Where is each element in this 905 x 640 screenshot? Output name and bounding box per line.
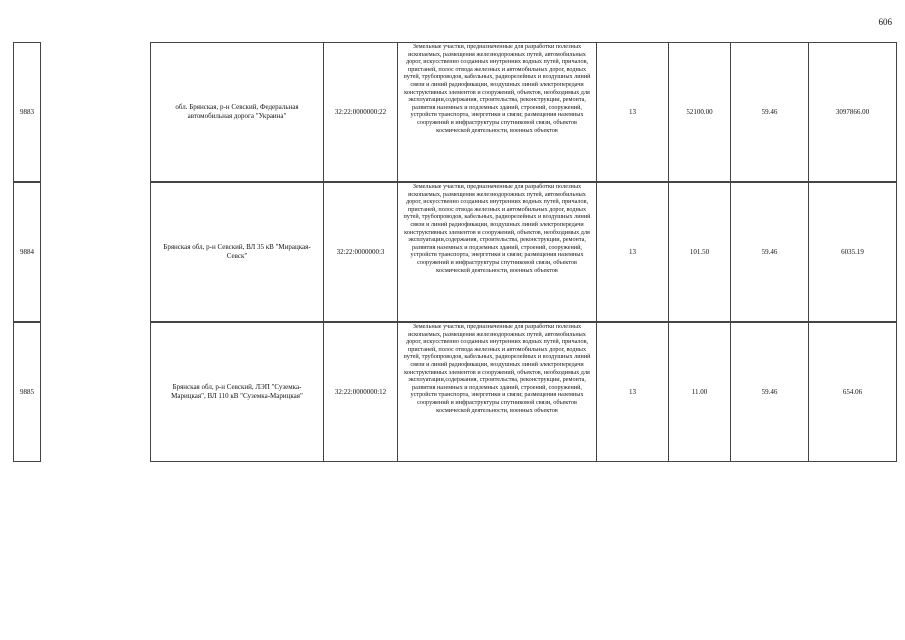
- empty-column: [41, 42, 150, 182]
- land-plot-table: [13, 42, 897, 462]
- empty-column: [41, 322, 150, 462]
- address-cell: Брянская обл, р-н Севский, ЛЭП "Суземка-Марицкая", ВЛ 110 кВ "Суземка-Марицкая": [150, 322, 323, 462]
- table-row: [13, 182, 897, 322]
- area-cell: 52100.00: [668, 42, 730, 182]
- empty-column: [41, 182, 150, 322]
- land-use-code-cell: 13: [596, 42, 668, 182]
- cadastral-value-cell: 654.06: [808, 322, 897, 462]
- land-use-description-cell: Земельные участки, предназначенные для разработки полезных ископаемых, размещения железнодорожных путей, автомобильных дорог, искусственно созданных внутренних водных путей, причалов, пристаней, полос отвода железных и автомобильных дорог, водных путей, трубопроводов, кабельных, радиорелейных и воздушных линий связи и линий радиофикации, воздушных линий электропередачи конструктивных элементов и сооружений, объектов, необходимых для эксплуатации,содержания, строительства, реконструкции, ремонта, развития наземных и подземных зданий, строений, сооружений, устройств транспорта, энергетики и связи; размещения наземных сооружений и инфраструктуры спутниковой связи, объектов космической деятельности, военных объектов: [397, 42, 596, 182]
- cadastral-number-cell: 32:22:0000000:3: [323, 182, 397, 322]
- land-use-description-cell: Земельные участки, предназначенные для разработки полезных ископаемых, размещения железнодорожных путей, автомобильных дорог, искусственно созданных внутренних водных путей, причалов, пристаней, полос отвода железных и автомобильных дорог, водных путей, трубопроводов, кабельных, радиорелейных и воздушных линий связи и линий радиофикации, воздушных линий электропередачи конструктивных элементов и сооружений, объектов, необходимых для эксплуатации,содержания, строительства, реконструкции, ремонта, развития наземных и подземных зданий, строений, сооружений, устройств транспорта, энергетики и связи; размещения наземных сооружений и инфраструктуры спутниковой связи, объектов космической деятельности, военных объектов: [397, 322, 596, 462]
- cadastral-value-cell: 3097866.00: [808, 42, 897, 182]
- area-cell: 11.00: [668, 322, 730, 462]
- cadastral-number-cell: 32:22:0000000:22: [323, 42, 397, 182]
- table-row: [13, 322, 897, 462]
- land-use-code-cell: 13: [596, 322, 668, 462]
- row-number: 9884: [13, 182, 41, 322]
- rate-cell: 59.46: [730, 182, 808, 322]
- address-cell: обл. Брянская, р-н Севский, Федеральная автомобильная дорога "Украина": [150, 42, 323, 182]
- page-number: 606: [878, 17, 892, 27]
- table-row: [13, 42, 897, 182]
- cadastral-number-cell: 32:22:0000000:12: [323, 322, 397, 462]
- land-use-code-cell: 13: [596, 182, 668, 322]
- land-use-description-cell: Земельные участки, предназначенные для разработки полезных ископаемых, размещения железнодорожных путей, автомобильных дорог, искусственно созданных внутренних водных путей, причалов, пристаней, полос отвода железных и автомобильных дорог, водных путей, трубопроводов, кабельных, радиорелейных и воздушных линий связи и линий радиофикации, воздушных линий электропередачи конструктивных элементов и сооружений, объектов, необходимых для эксплуатации,содержания, строительства, реконструкции, ремонта, развития наземных и подземных зданий, строений, сооружений, устройств транспорта, энергетики и связи; размещения наземных сооружений и инфраструктуры спутниковой связи, объектов космической деятельности, военных объектов: [397, 182, 596, 322]
- row-number: 9885: [13, 322, 41, 462]
- cadastral-value-cell: 6035.19: [808, 182, 897, 322]
- address-cell: Брянская обл, р-н Севский, ВЛ 35 кВ "Мирацкая-Севск": [150, 182, 323, 322]
- rate-cell: 59.46: [730, 42, 808, 182]
- area-cell: 101.50: [668, 182, 730, 322]
- row-number: 9883: [13, 42, 41, 182]
- rate-cell: 59.46: [730, 322, 808, 462]
